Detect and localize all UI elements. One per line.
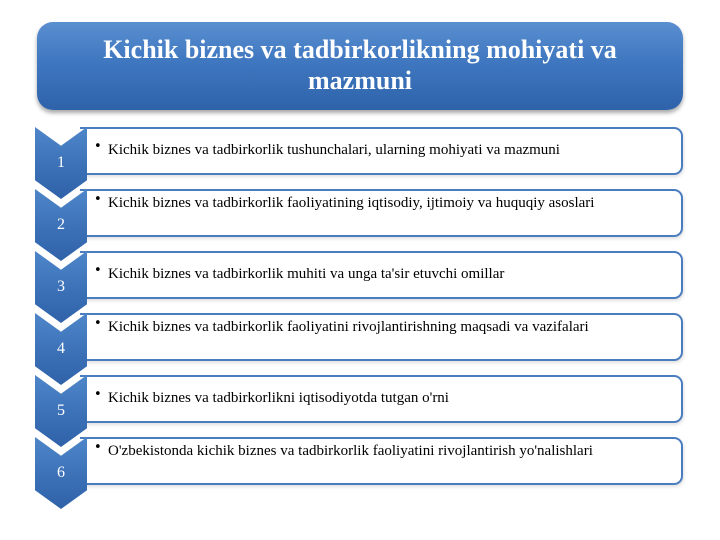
list-item: [0, 189, 720, 251]
bullet-icon: •: [94, 139, 102, 154]
list-item: [0, 313, 720, 375]
list-item: [0, 127, 720, 189]
item-text: Kichik biznes va tadbirkorlikni iqtisodiyotda tutgan o'rni: [108, 390, 449, 406]
bullet-icon: •: [94, 192, 102, 207]
item-text: Kichik biznes va tadbirkorlik faoliyatini rivojlantirishning maqsadi va vazifalari: [108, 319, 589, 335]
item-text: Kichik biznes va tadbirkorlik faoliyatining iqtisodiy, ijtimoiy va huquqiy asoslari: [108, 195, 595, 211]
item-number: 3: [57, 278, 65, 295]
bullet-icon: •: [94, 263, 102, 278]
list-item: [0, 251, 720, 313]
item-text: O'zbekistonda kichik biznes va tadbirkorlik faoliyatini rivojlantirish yo'nalishlari: [108, 443, 593, 459]
bullet-icon: •: [94, 316, 102, 331]
item-number: 6: [57, 464, 65, 481]
item-number: 2: [57, 216, 65, 233]
title-line-2: mazmuni: [308, 66, 412, 95]
bullet-icon: •: [94, 440, 102, 455]
item-number: 4: [57, 340, 65, 357]
bullet-icon: •: [94, 387, 102, 402]
list-item: [0, 375, 720, 437]
title-line-1: Kichik biznes va tadbirkorlikning mohiyati va: [103, 35, 617, 64]
item-number: 1: [57, 154, 65, 171]
item-number: 5: [57, 402, 65, 419]
item-text: Kichik biznes va tadbirkorlik tushunchalari, ularning mohiyati va mazmuni: [108, 142, 560, 158]
item-text: Kichik biznes va tadbirkorlik muhiti va unga ta'sir etuvchi omillar: [108, 266, 505, 282]
list-item: [0, 437, 720, 499]
page-title: [37, 34, 683, 96]
